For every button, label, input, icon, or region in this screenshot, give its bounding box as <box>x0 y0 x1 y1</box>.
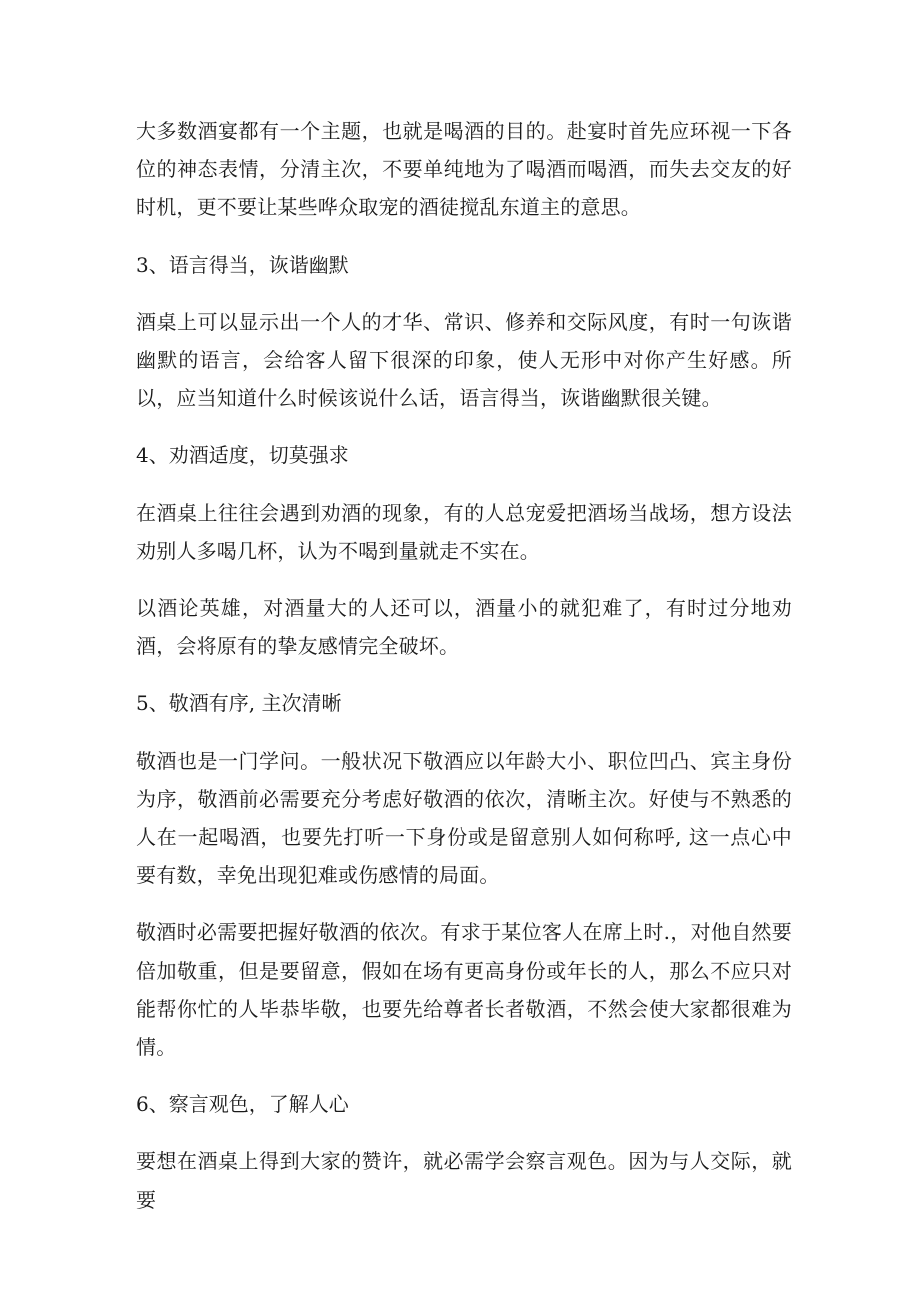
document-body <box>136 112 792 1219</box>
heading-section-3: 3、语言得当，诙谐幽默 <box>136 252 349 277</box>
paragraph-toast-respect: 敬酒时必需要把握好敬酒的依次。有求于某位客人在席上时.，对他自然要倍加敬重，但是要留意，假如在场有更高身份或年长的人，那么不应只对能帮你忙的人毕恭毕敬，也要先给尊者长者敬酒，不然会使大家都很难为情。 <box>136 920 792 1060</box>
paragraph-toast-order: 敬酒也是一门学问。一般状况下敬酒应以年龄大小、职位凹凸、宾主身份为序，敬酒前必需要充分考虑好敬酒的依次，清晰主次。好使与不熟悉的人在一起喝酒，也要先打听一下身份或是留意别人如何称呼, 这一点心中要有数，幸免出现犯难或伤感情的局面。 <box>136 748 792 888</box>
paragraph-observation: 要想在酒桌上得到大家的赞许，就必需学会察言观色。因为与人交际，就要 <box>136 1149 792 1212</box>
heading-section-6: 6、察言观色，了解人心 <box>136 1092 349 1117</box>
heading-section-5: 5、敬酒有序, 主次清晰 <box>136 691 342 716</box>
heading-section-4: 4、劝酒适度，切莫强求 <box>136 443 349 468</box>
paragraph-drinking-capacity: 以酒论英雄，对酒量大的人还可以，酒量小的就犯难了，有时过分地劝酒，会将原有的挚友感情完全破坏。 <box>136 596 792 659</box>
paragraph-banquet-theme: 大多数酒宴都有一个主题，也就是喝酒的目的。赴宴时首先应环视一下各位的神态表情，分清主次，不要单纯地为了喝酒而喝酒，而失去交友的好时机，更不要让某些哗众取宠的酒徒搅乱东道主的意思。 <box>136 119 792 220</box>
paragraph-persuading-drink: 在酒桌上往往会遇到劝酒的现象，有的人总宠爱把酒场当战场，想方设法劝别人多喝几杯，认为不喝到量就走不实在。 <box>136 500 792 563</box>
paragraph-humor: 酒桌上可以显示出一个人的才华、常识、修养和交际风度，有时一句诙谐幽默的语言，会给客人留下很深的印象，使人无形中对你产生好感。所以，应当知道什么时候该说什么话，语言得当，诙谐幽默很关键。 <box>136 309 792 411</box>
